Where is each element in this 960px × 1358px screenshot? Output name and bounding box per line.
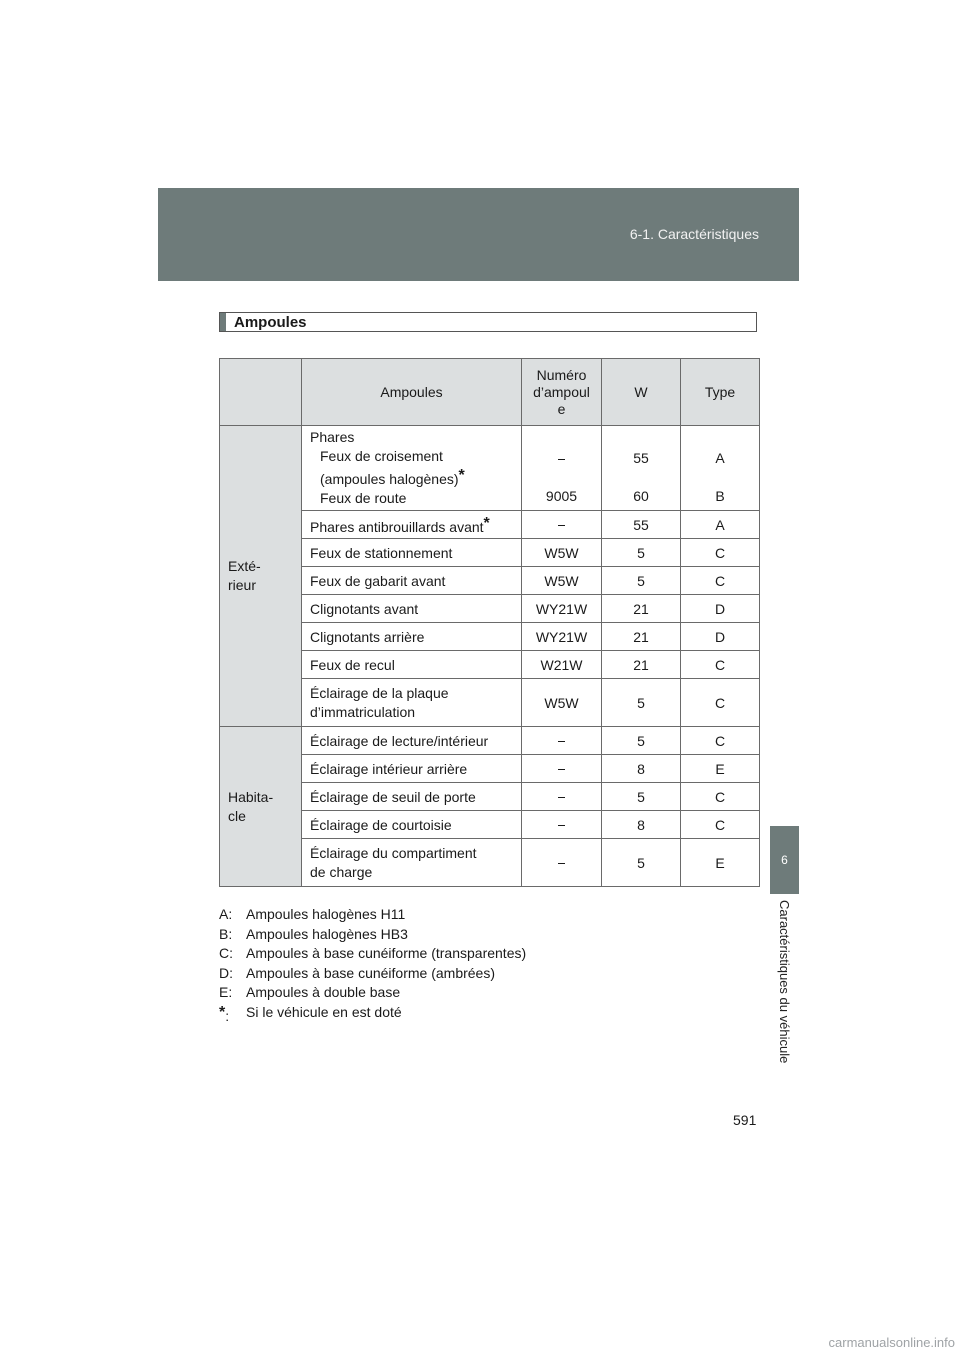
cell-number: WY21W: [522, 623, 602, 651]
cell-plaque: [302, 679, 522, 727]
title-text: Ampoules: [234, 313, 307, 331]
header-number-line1: Numéro: [536, 366, 587, 383]
cell-number: ⎯: [522, 755, 602, 783]
phares-number1: ⎯: [558, 450, 565, 466]
plaque-line2: d’immatriculation: [310, 703, 416, 720]
cell-watt: 5: [602, 727, 681, 755]
note-row: E: Ampoules à double base: [219, 984, 401, 1000]
cell-type: C: [681, 651, 760, 679]
header-corner: [220, 359, 302, 426]
cell-number: W5W: [522, 567, 602, 595]
charge-line1: Éclairage du compartiment: [310, 844, 477, 861]
cell-antibrouillard-number: ⎯: [522, 511, 602, 539]
cell-watt: 21: [602, 623, 681, 651]
cell-charge: [302, 839, 522, 887]
cell-watt: 5: [602, 679, 681, 727]
cell-watt: 5: [602, 783, 681, 811]
cell-watt: 21: [602, 651, 681, 679]
charge-line2: de charge: [310, 863, 373, 880]
cell-name: Feux de stationnement: [302, 539, 522, 567]
header-number-line2: d’ampoul: [533, 383, 590, 400]
cell-phares-watt: [602, 426, 681, 511]
header-band: [158, 188, 799, 281]
cell-name: Éclairage intérieur arrière: [302, 755, 522, 783]
cell-type: C: [681, 539, 760, 567]
cell-antibrouillard-watt: 55: [602, 511, 681, 539]
group-habitacle-line1: Habita-: [228, 788, 274, 805]
phares-sub1-line2: (ampoules halogènes)*: [320, 467, 465, 487]
cell-watt: 8: [602, 811, 681, 839]
cell-name: Clignotants arrière: [302, 623, 522, 651]
group-exterior: [220, 426, 302, 727]
cell-number: W5W: [522, 679, 602, 727]
cell-antibrouillard-type: A: [681, 511, 760, 539]
legend-notes: [219, 905, 526, 1026]
asterisk-icon: *: [219, 1003, 226, 1021]
note-row: A: Ampoules halogènes H11: [219, 906, 406, 922]
cell-name: Éclairage de seuil de porte: [302, 783, 522, 811]
phares-watt1: 55: [633, 450, 649, 466]
header-watt: W: [602, 359, 681, 426]
cell-number: ⎯: [522, 727, 602, 755]
cell-type: C: [681, 811, 760, 839]
note-row-asterisk: *: Si le véhicule en est doté: [219, 1003, 402, 1024]
cell-type: D: [681, 623, 760, 651]
phares-type1: A: [715, 450, 725, 466]
cell-watt: 8: [602, 755, 681, 783]
cell-type: C: [681, 679, 760, 727]
cell-type: C: [681, 783, 760, 811]
cell-watt: 5: [602, 539, 681, 567]
cell-type: E: [681, 839, 760, 887]
table-header-row: [220, 359, 760, 426]
cell-number: W21W: [522, 651, 602, 679]
section-title: [219, 312, 757, 332]
cell-number: W5W: [522, 539, 602, 567]
cell-phares: [302, 426, 522, 511]
cell-watt: 5: [602, 567, 681, 595]
note-row: C: Ampoules à base cunéiforme (transparentes): [219, 945, 527, 961]
cell-name: Éclairage de courtoisie: [302, 811, 522, 839]
chapter-label: Caractéristiques du véhicule: [777, 900, 792, 1064]
table-row: [220, 727, 760, 755]
page-number: 591: [733, 1112, 757, 1128]
cell-type: C: [681, 727, 760, 755]
asterisk-icon: *: [483, 514, 490, 532]
cell-type: E: [681, 755, 760, 783]
note-row: B: Ampoules halogènes HB3: [219, 925, 408, 942]
plaque-line1: Éclairage de la plaque: [310, 684, 449, 701]
cell-name: Feux de recul: [302, 651, 522, 679]
header-number-line3: e: [557, 400, 566, 417]
group-habitacle: [220, 727, 302, 887]
cell-number: ⎯: [522, 783, 602, 811]
phares-watt2: 60: [633, 488, 649, 504]
cell-type: C: [681, 567, 760, 595]
header-number: [522, 359, 602, 426]
phares-sub1: Feux de croisement: [320, 448, 443, 464]
phares-type2: B: [715, 488, 725, 504]
section-heading: 6-1. Caractéristiques: [629, 226, 759, 242]
cell-name: Éclairage de lecture/intérieur: [302, 727, 522, 755]
cell-phares-number: [522, 426, 602, 511]
cell-watt: 21: [602, 595, 681, 623]
header-bulbs: Ampoules: [302, 359, 522, 426]
cell-number: ⎯: [522, 839, 602, 887]
cell-number: ⎯: [522, 811, 602, 839]
asterisk-icon: *: [458, 467, 465, 484]
header-type: Type: [681, 359, 760, 426]
cell-name: Feux de gabarit avant: [302, 567, 522, 595]
cell-watt: 5: [602, 839, 681, 887]
table-row: [220, 426, 760, 511]
phares-number2: 9005: [545, 488, 578, 504]
group-exterior-line2: rieur: [228, 577, 257, 593]
group-habitacle-line2: cle: [228, 807, 246, 824]
group-exterior-line1: Exté-: [228, 558, 261, 574]
chapter-tab: 6: [770, 826, 799, 894]
cell-type: D: [681, 595, 760, 623]
cell-antibrouillard: Phares antibrouillards avant*: [302, 511, 522, 539]
bulb-table: [219, 358, 760, 887]
note-row: D: Ampoules à base cunéiforme (ambrées): [219, 964, 496, 981]
phares-label: Phares: [310, 429, 355, 445]
cell-phares-type: [681, 426, 760, 511]
phares-sub2: Feux de route: [320, 490, 407, 506]
cell-number: WY21W: [522, 595, 602, 623]
cell-name: Clignotants avant: [302, 595, 522, 623]
footer-watermark: carmanualsonline.info: [828, 1335, 955, 1350]
